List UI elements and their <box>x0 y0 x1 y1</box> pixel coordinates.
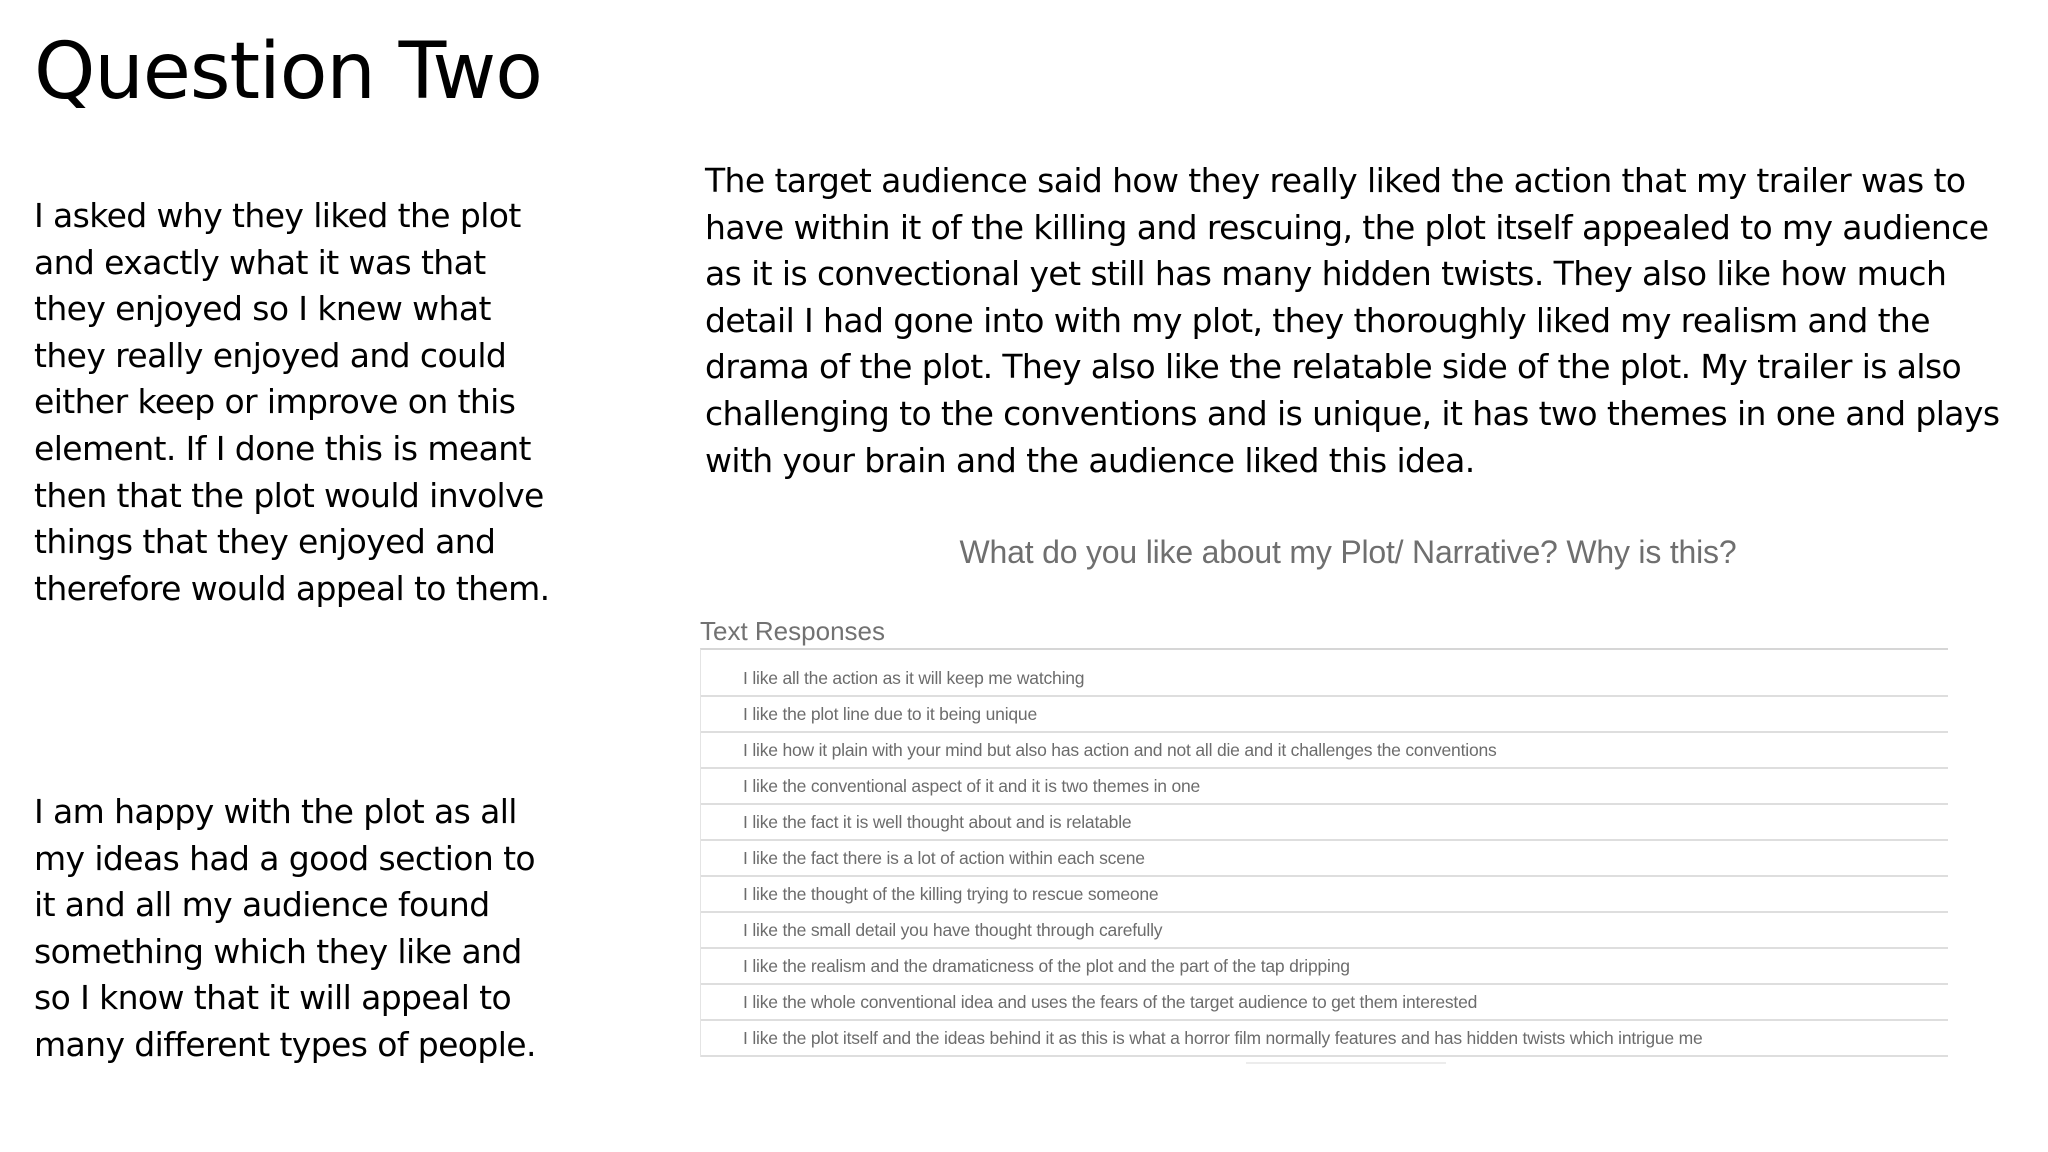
response-row: I like the fact there is a lot of action within each scene <box>701 841 1948 877</box>
response-row: I like all the action as it will keep me watching <box>701 661 1948 697</box>
survey-question: What do you like about my Plot/ Narrative? Why is this? <box>959 534 1737 570</box>
survey-subheading: Text Responses <box>700 616 885 646</box>
scroll-fade-divider <box>1246 1062 1446 1064</box>
slide-title: Question Two <box>34 27 542 117</box>
response-list <box>700 648 1948 1057</box>
response-row: I like the small detail you have thought through carefully <box>701 913 1948 949</box>
response-row: I like the fact it is well thought about and is relatable <box>701 805 1948 841</box>
response-row: I like the conventional aspect of it and it is two themes in one <box>701 769 1948 805</box>
right-paragraph-summary: The target audience said how they really liked the action that my trailer was to have within it of the killing and rescuing, the plot itself appealed to my audience as it is convectional yet still has many hidden twists. They also like how much detail I had gone into with my plot, they thoroughly liked my realism and the drama of the plot. They also like the relatable side of the plot. My trailer is also challenging to the conventions and is unique, it has two themes in one and plays with your brain and the audience liked this idea. <box>705 161 2000 480</box>
response-row: I like the thought of the killing trying to rescue someone <box>701 877 1948 913</box>
response-row: I like how it plain with your mind but also has action and not all die and it challenges the conventions <box>701 733 1948 769</box>
response-row: I like the realism and the dramaticness of the plot and the part of the tap dripping <box>701 949 1948 985</box>
response-row: I like the plot line due to it being unique <box>701 697 1948 733</box>
left-paragraph-conclusion: I am happy with the plot as all my ideas had a good section to it and all my audience found something which they like and so I know that it will appeal to many different types of people. <box>34 792 536 1064</box>
response-row: I like the whole conventional idea and uses the fears of the target audience to get them interested <box>701 985 1948 1021</box>
response-row: I like the plot itself and the ideas behind it as this is what a horror film normally features and has hidden twists which intrigue me <box>701 1021 1948 1057</box>
survey-results-screenshot <box>698 520 1948 1060</box>
left-paragraph-method: I asked why they liked the plot and exactly what it was that they enjoyed so I knew what they really enjoyed and could either keep or improve on this element. If I done this is meant then that the plot would involve things that they enjoyed and therefore would appeal to them. <box>34 196 550 608</box>
